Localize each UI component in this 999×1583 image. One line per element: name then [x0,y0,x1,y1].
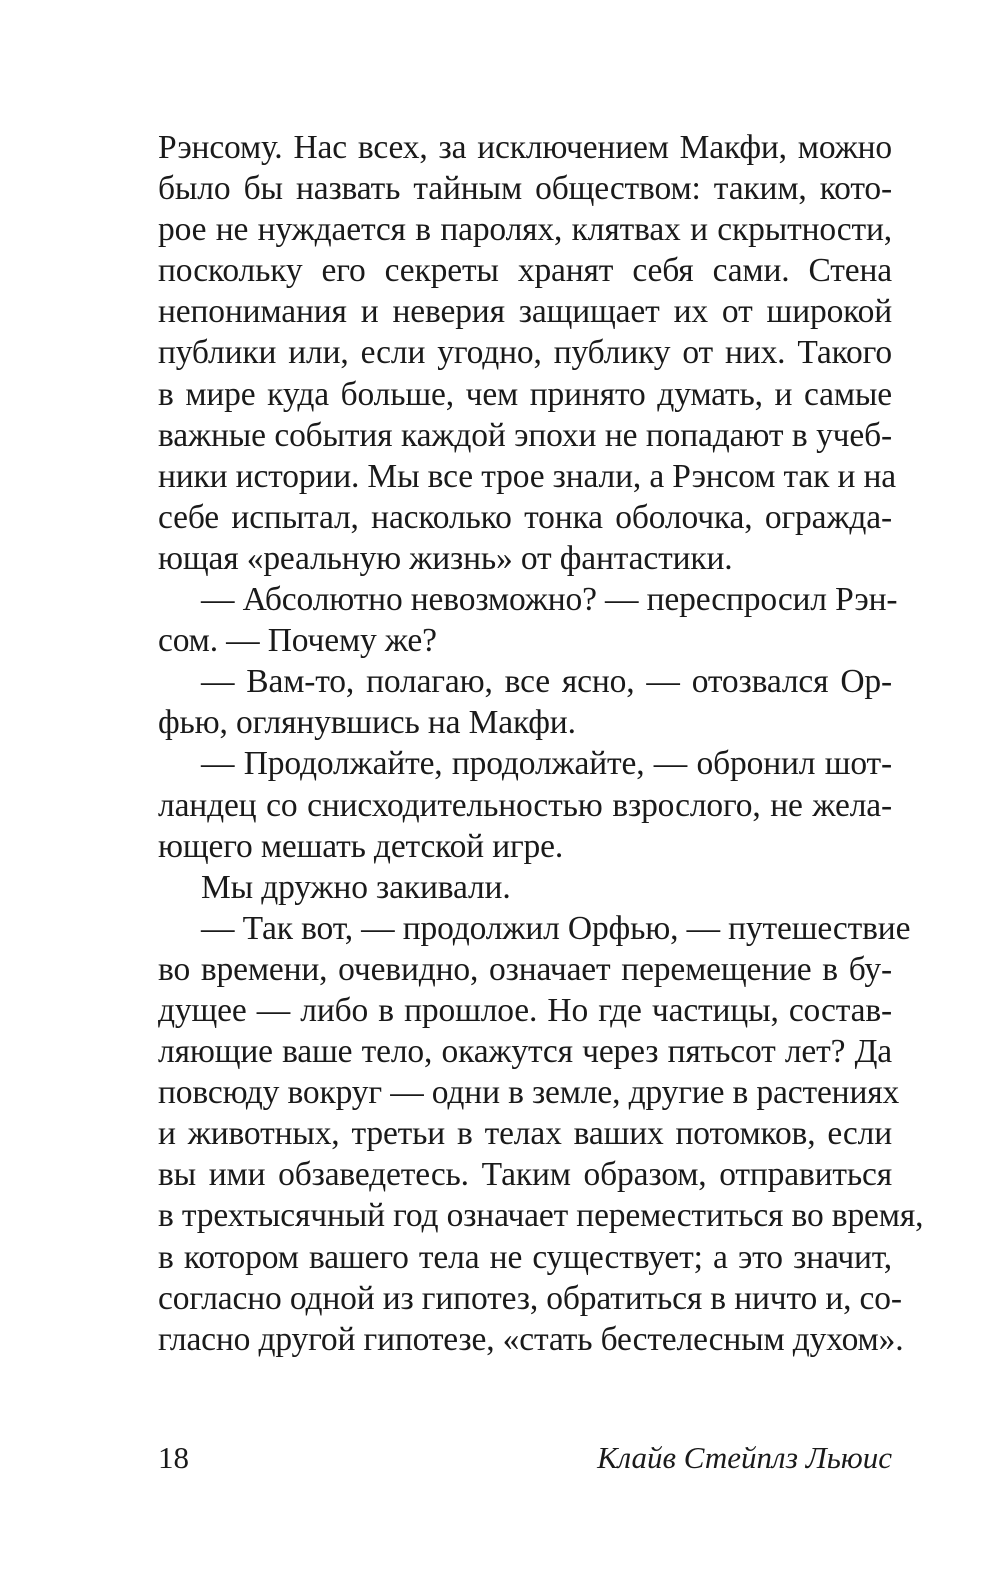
text-line: дущее — либо в прошлое. Но где частицы, состав- [158,991,892,1029]
text-line: поскольку его секреты хранят себя сами. Стена [158,252,892,290]
text-line: — Вам-то, полагаю, все ясно, — отозвался Ор- [201,663,892,701]
text-line: в мире куда больше, чем принято думать, и самые [158,375,892,413]
text-line: рое не нуждается в паролях, клятвах и скрытности, [158,211,892,249]
text-line: согласно одной из гипотез, обратиться в ничто и, со- [158,1279,902,1317]
text-line: и животных, третьи в телах ваших потомков, если [158,1115,892,1153]
body-text [158,127,924,1360]
text-line: публики или, если угодно, публику от них. Такого [158,334,892,372]
text-line: повсюду вокруг — одни в земле, другие в растениях [158,1074,900,1112]
text-line: было бы назвать тайным обществом: таким, кото- [158,170,892,208]
page-number: 18 [158,1440,189,1475]
text-line: ники истории. Мы все трое знали, а Рэнсом так и на [158,457,897,495]
text-line: в трехтысячный год означает переместиться во время, [158,1197,924,1235]
text-line: фью, оглянувшись на Макфи. [158,704,576,742]
text-line: Мы дружно закивали. [201,868,511,906]
text-line: важные события каждой эпохи не попадают в учеб- [158,416,892,454]
text-line: — Так вот, — продолжил Орфью, — путешествие [201,909,911,947]
text-line: в котором вашего тела не существует; а это значит, [158,1238,892,1276]
text-line: сом. — Почему же? [158,622,437,660]
text-line: себе испытал, насколько тонка оболочка, огражда- [158,498,892,536]
text-line: ющая «реальную жизнь» от фантастики. [158,539,733,577]
text-line: ляющие ваше тело, окажутся через пятьсот лет? Да [158,1033,892,1071]
text-line: ландец со снисходительностью взрослого, не жела- [158,786,892,824]
text-line: гласно другой гипотезе, «стать бестелесным духом». [158,1320,904,1358]
text-line: Рэнсому. Нас всех, за исключением Макфи, можно [158,129,892,166]
page-footer [158,1438,892,1478]
text-line: во времени, очевидно, означает перемещение в бу- [158,950,892,988]
running-author: Клайв Стейплз Льюис [597,1440,892,1475]
text-line: ющего мешать детской игре. [158,827,564,865]
text-line: вы ими обзаведетесь. Таким образом, отправиться [158,1156,892,1194]
text-line: — Продолжайте, продолжайте, — обронил шот- [201,745,892,783]
text-line: непонимания и неверия защищает их от широкой [158,293,892,331]
text-line: — Абсолютно невозможно? — переспросил Рэн- [201,581,898,619]
